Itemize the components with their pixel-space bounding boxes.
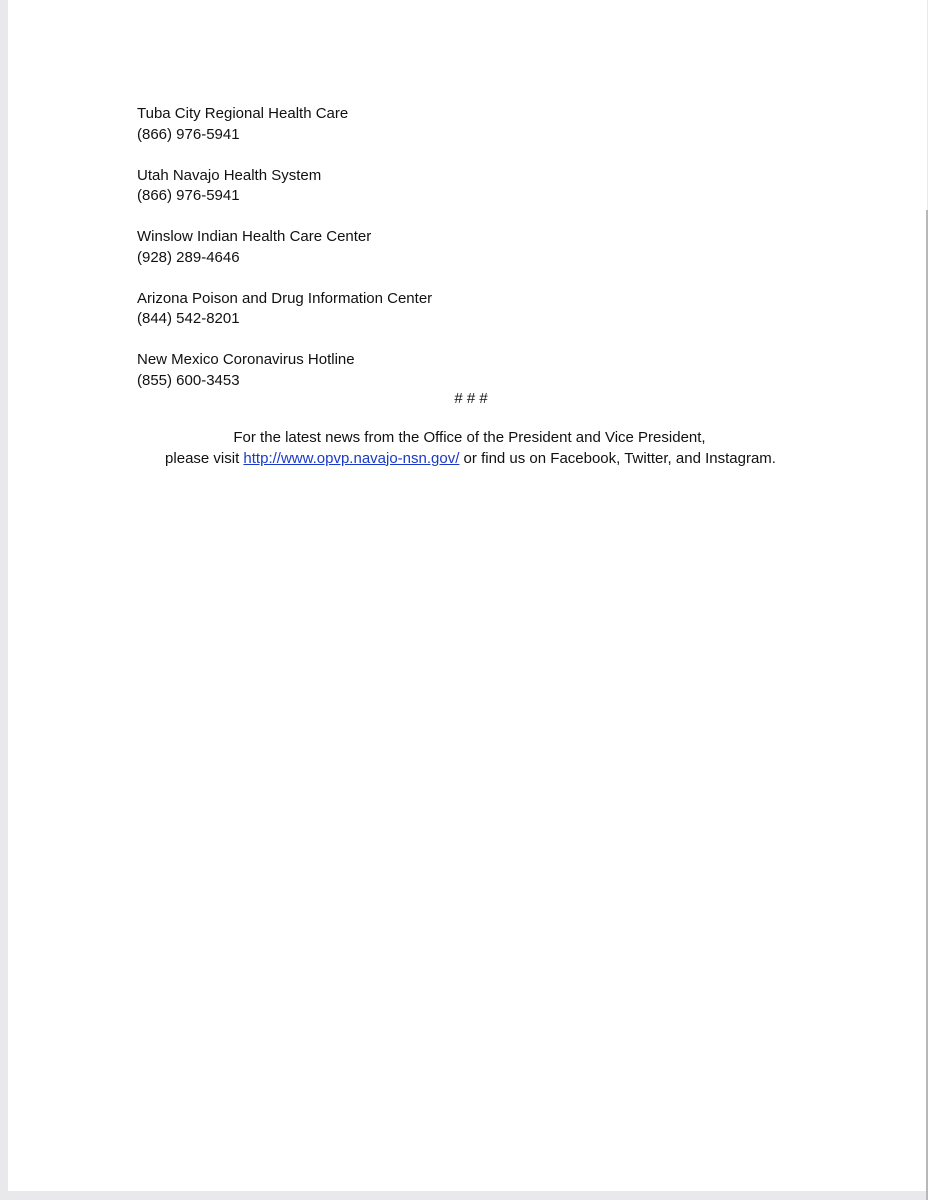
contact-name: Tuba City Regional Health Care — [137, 105, 349, 122]
contact-name: Utah Navajo Health System — [137, 166, 322, 184]
contact-entry — [137, 227, 737, 268]
document-page — [8, 0, 927, 1191]
footer-line-2 — [8, 449, 927, 470]
contact-name: New Mexico Coronavirus Hotline — [137, 351, 355, 368]
contact-entry — [137, 289, 737, 330]
contact-phone: (866) 976-5941 — [137, 187, 240, 204]
contact-entry — [137, 350, 737, 391]
footer-line-1: For the latest news from the Office of the President and Vice President, — [233, 429, 706, 446]
contact-name: Winslow Indian Health Care Center — [137, 228, 372, 245]
website-link[interactable]: http://www.opvp.navajo-nsn.gov/ — [243, 449, 460, 467]
footer-suffix-text: or find us on Facebook, Twitter, and Instagram. — [459, 449, 776, 467]
footer-prefix-text: please visit — [165, 449, 244, 467]
footer-note — [8, 428, 927, 469]
contact-phone: (866) 976-5941 — [137, 125, 240, 143]
section-separator: # # # — [454, 390, 488, 407]
contact-phone: (855) 600-3453 — [137, 371, 240, 389]
contact-name: Arizona Poison and Drug Information Center — [137, 289, 433, 307]
contact-entry — [137, 166, 737, 207]
contact-entry — [137, 104, 737, 145]
contact-list — [137, 104, 737, 391]
contact-phone: (844) 542-8201 — [137, 310, 240, 327]
contact-phone: (928) 289-4646 — [137, 248, 240, 266]
